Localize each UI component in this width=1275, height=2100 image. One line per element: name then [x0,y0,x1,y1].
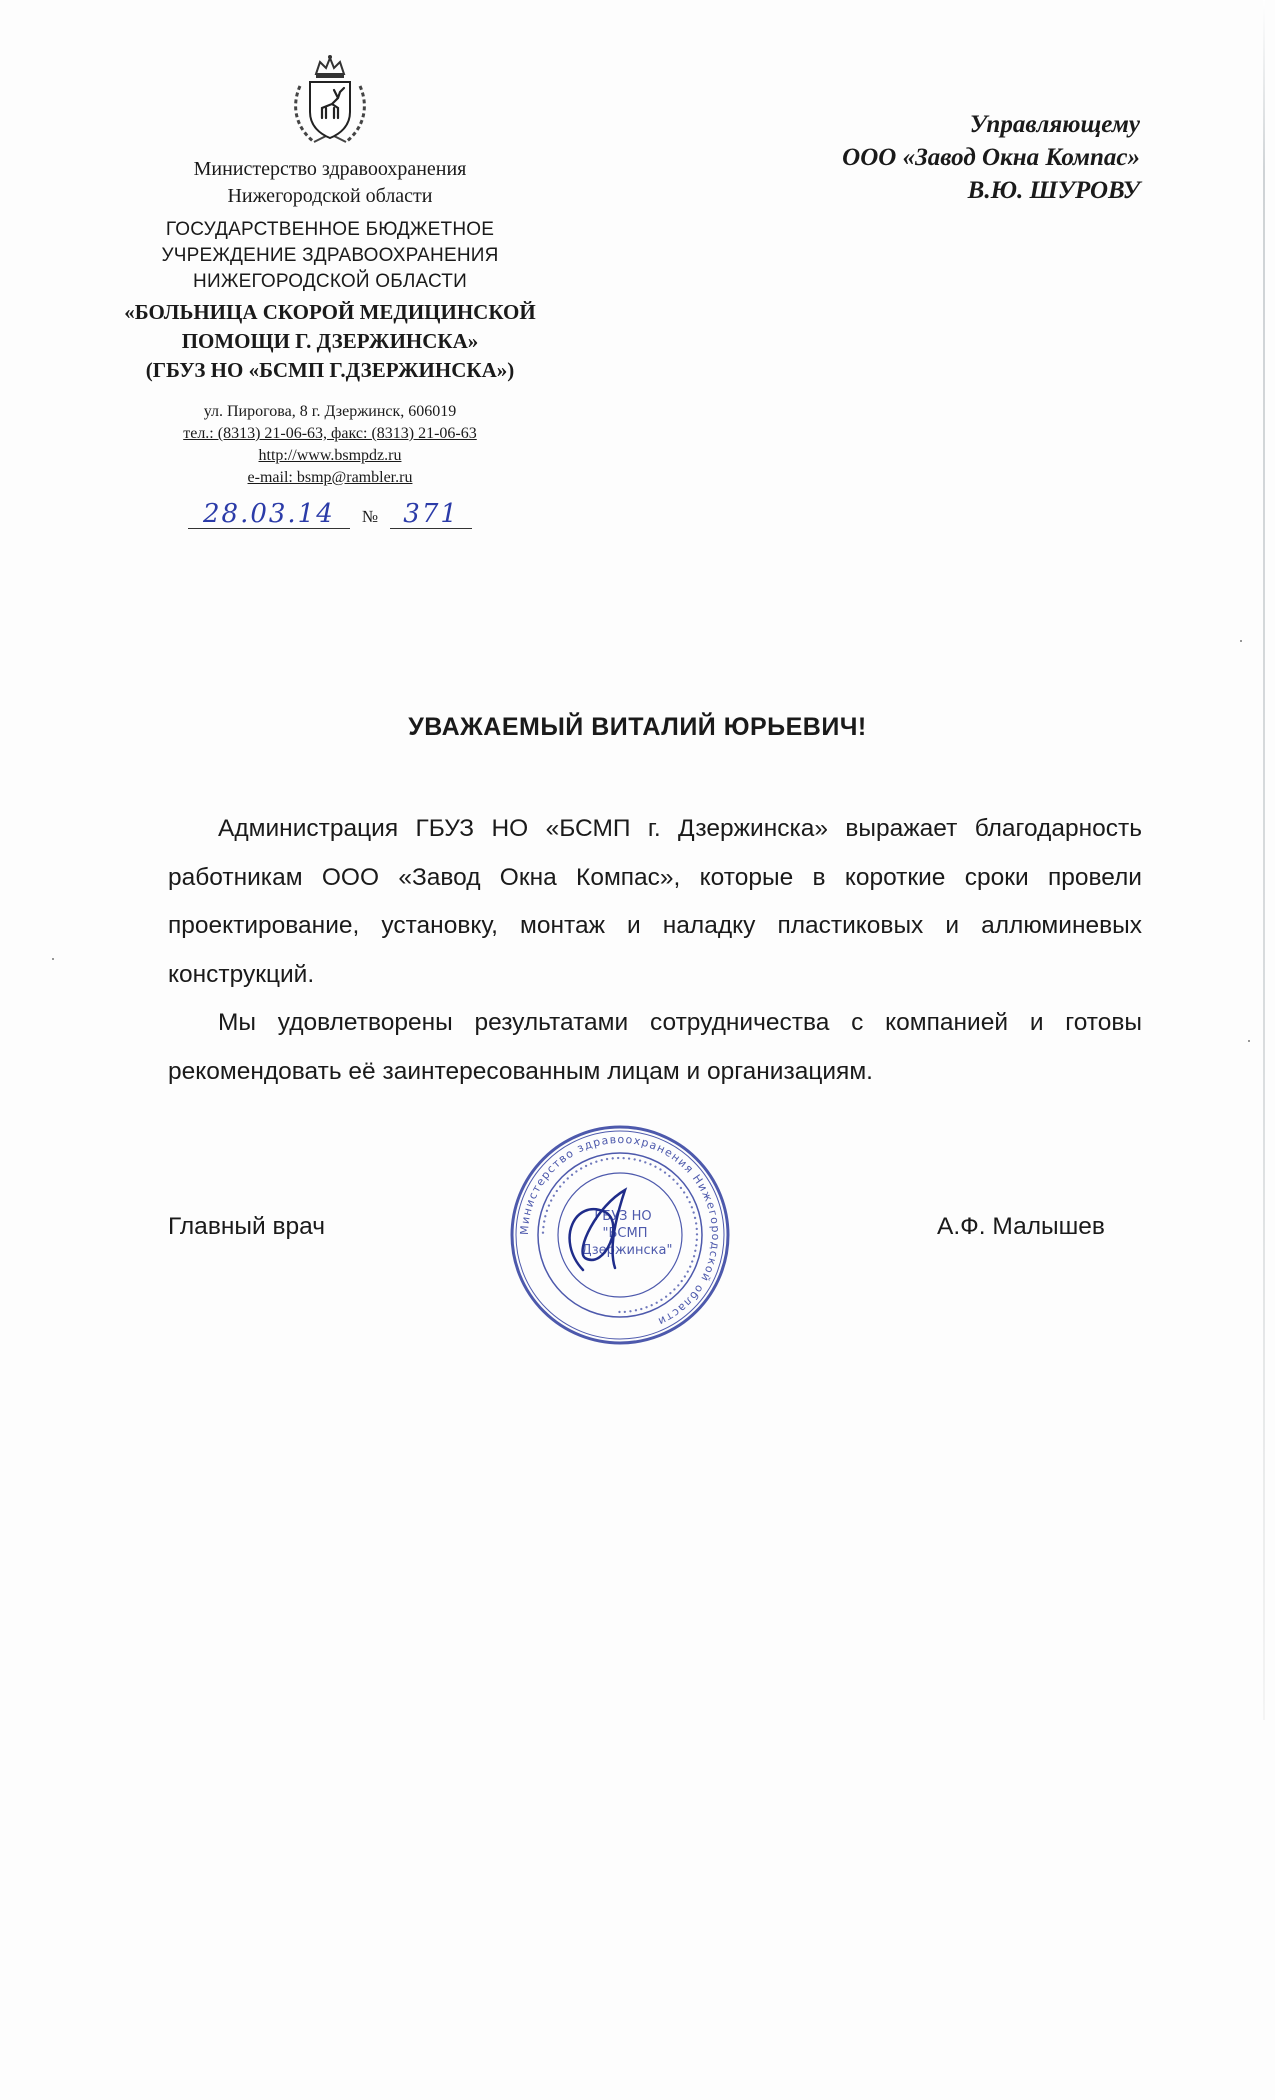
handwritten-date: 28.03.14 [188,500,350,529]
institution-name [80,298,580,385]
institution-type-line: НИЖЕГОРОДСКОЙ ОБЛАСТИ [193,271,467,292]
institution-name-line: ПОМОЩИ Г. ДЗЕРЖИНСКА» [181,329,479,353]
body-paragraph: Администрация ГБУЗ НО «БСМП г. Дзержинска» выражает благодарность работникам ООО «Завод Окна Компас», которые в короткие сроки провели проектирование, установку, монтаж и наладку пластиковых и аллюминевых конструкций. [168,815,1142,988]
scan-speck [52,958,54,960]
institution-type-line: УЧРЕЖДЕНИЕ ЗДРАВООХРАНЕНИЯ [161,245,499,266]
institution-type-line: ГОСУДАРСТВЕННОЕ БЮДЖЕТНОЕ [165,219,495,240]
scan-speck [1240,640,1242,642]
ministry-line: Нижегородской области [227,185,433,207]
website-link: http://www.bsmpdz.ru [258,447,402,464]
contact-block [80,401,580,489]
svg-text:••••••••••••••••••••••••••••••: •••••••••••••••••••••••••••••••••••••••••••••••••••••••••••••••••• [538,1153,702,1317]
scan-speck [1248,1040,1250,1042]
ministry-line: Министерство здравоохранения [193,158,467,180]
reference-line [80,499,580,529]
addressee-name: В.Ю. ШУРОВУ [967,177,1140,204]
coat-of-arms-emblem [282,52,378,148]
institution-type [80,217,580,295]
handwritten-ref-number: 371 [390,500,472,529]
signatory-title: Главный врач [168,1213,325,1240]
postal-address: ул. Пирогова, 8 г. Дзержинск, 606019 [203,403,457,420]
letter-body [168,805,1142,1096]
institution-abbrev-line: (ГБУЗ НО «БСМП Г.ДЗЕРЖИНСКА») [145,358,515,382]
scan-edge [1263,0,1265,1720]
stamp-center-line: "БСМП [602,1226,648,1241]
addressee-block [842,108,1140,207]
ministry-name [80,156,580,210]
addressee-position: Управляющему [969,111,1140,138]
stamp-outer-text: Министерство здравоохранения Нижегородской области [517,1132,723,1329]
institution-name-line: «БОЛЬНИЦА СКОРОЙ МЕДИЦИНСКОЙ [124,300,536,324]
signatory-name: А.Ф. Малышев [937,1213,1105,1240]
number-sign: № [361,507,379,526]
email-address: e-mail: bsmp@rambler.ru [247,469,413,486]
salutation: УВАЖАЕМЫЙ ВИТАЛИЙ ЮРЬЕВИЧ! [408,713,867,741]
stamp-center-line: Дзержинска" [581,1243,673,1258]
phone-fax: тел.: (8313) 21-06-63, факс: (8313) 21-06-63 [183,425,477,442]
letterhead [80,52,580,529]
stamp-center-line: ГБУЗ НО [594,1209,652,1224]
official-stamp [505,1120,735,1350]
body-paragraph: Мы удовлетворены результатами сотрудничества с компанией и готовы рекомендовать её заинтересованным лицам и организациям. [168,1009,1142,1085]
addressee-company: ООО «Завод Окна Компас» [842,144,1140,171]
